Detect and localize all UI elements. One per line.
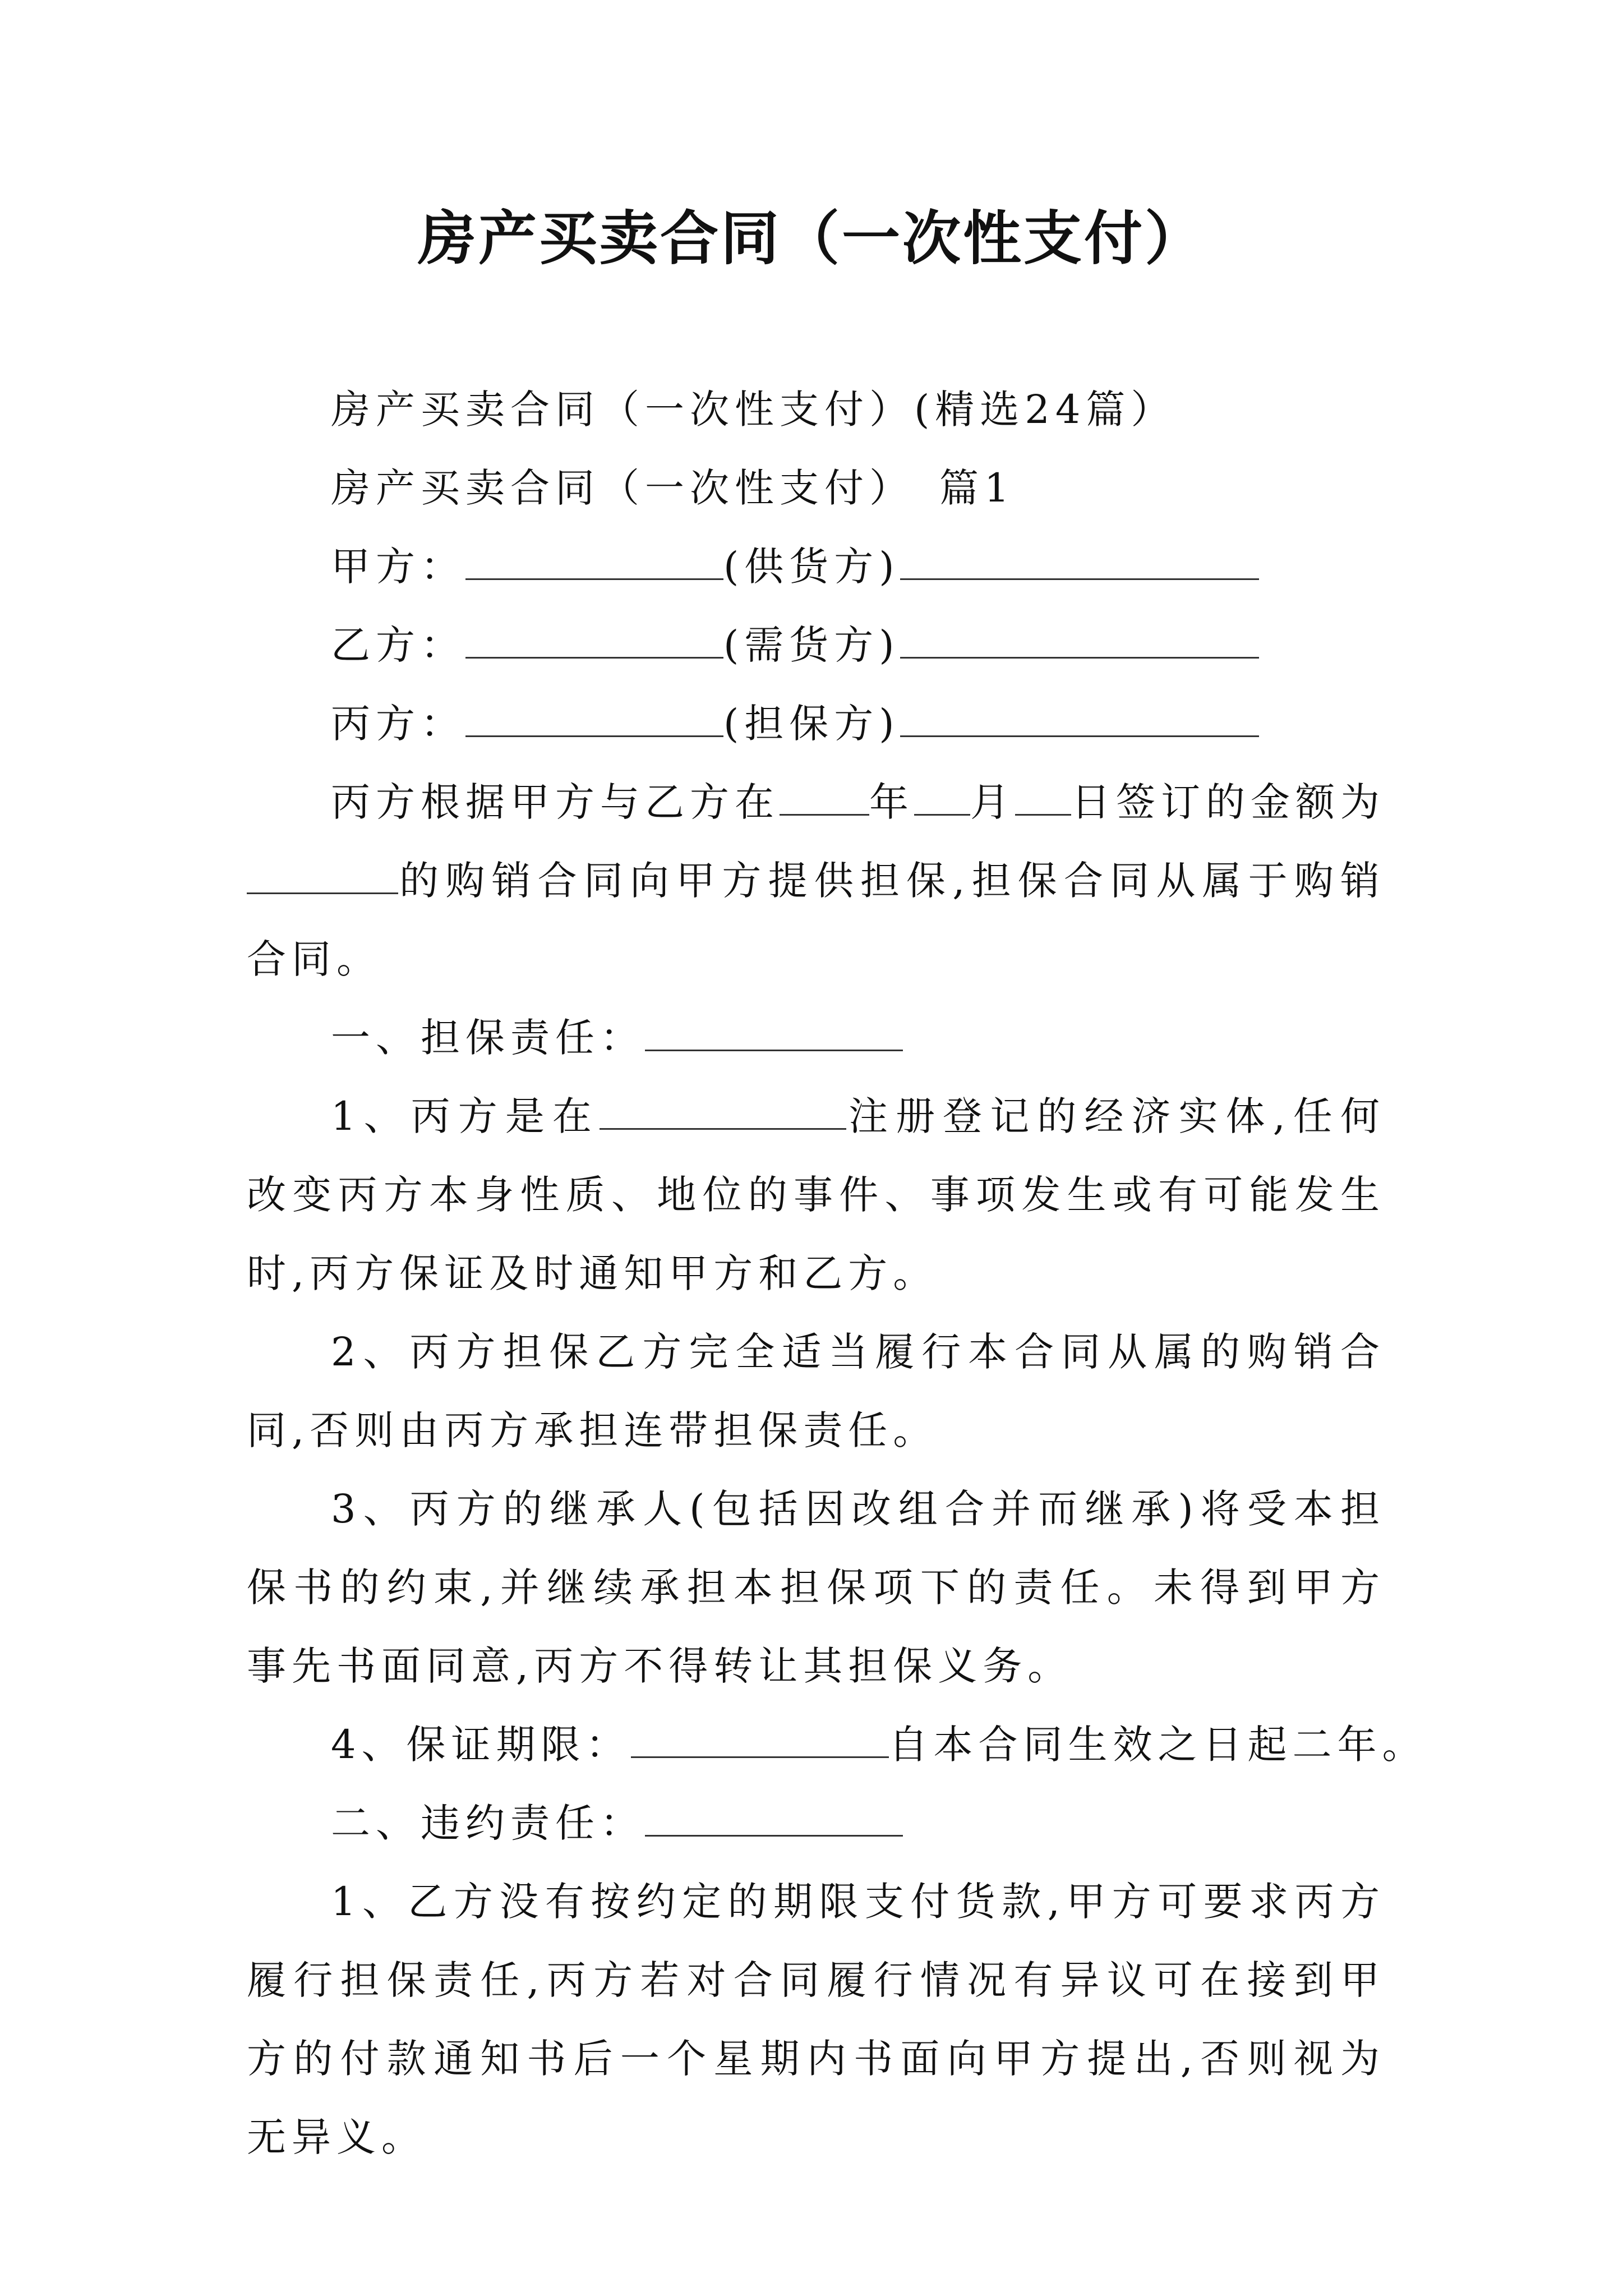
section1-item3-text: 3、丙方的继承人(包括因改组合并而继承)将受本担保书的约束,并继续承担本担保项下的责任。未得到甲方事先书面同意,丙方不得转让其担保义务。 <box>247 1486 1385 1689</box>
intro-paragraph <box>247 763 1385 999</box>
section1-heading-line <box>247 999 1385 1077</box>
party-b-extra-blank <box>900 619 1259 659</box>
party-b-name-blank <box>465 619 723 659</box>
section2-item1-text: 1、乙方没有按约定的期限支付货款,甲方可要求丙方履行担保责任,丙方若对合同履行情况有异议可在接到甲方的付款通知书后一个星期内书面向甲方提出,否则视为无异义。 <box>247 1879 1385 2160</box>
party-c-role: (担保方) <box>723 701 900 747</box>
party-c-extra-blank <box>900 697 1259 737</box>
document-title: 房产买卖合同（一次性支付） <box>417 204 1205 273</box>
section1-heading: 一、担保责任： <box>331 1015 645 1061</box>
subtitle-line <box>247 370 1385 449</box>
month-blank <box>914 776 970 816</box>
intro-text-1: 丙方根据甲方与乙方在 <box>331 779 780 825</box>
section2-item1 <box>247 1862 1385 2177</box>
party-b-role: (需货方) <box>723 622 900 668</box>
section1-item1-text-b: 注册登记的经济实体,任何改变丙方本身性质、地位的事件、事项发生或有可能发生时,丙方保证及时通知甲方和乙方。 <box>247 1093 1385 1296</box>
party-b-label: 乙方： <box>331 622 465 668</box>
day-text: 日签订的金额为 <box>1071 779 1385 825</box>
guarantee-period-blank <box>631 1718 889 1758</box>
section2-heading-line <box>247 1784 1385 1862</box>
section1-item2-text: 2、丙方担保乙方完全适当履行本合同从属的购销合同,否则由丙方承担连带担保责任。 <box>247 1329 1385 1453</box>
section2-heading-blank <box>645 1797 903 1837</box>
party-a-extra-blank <box>900 540 1259 580</box>
intro-text-2: 的购销合同向甲方提供担保,担保合同从属于购销合同。 <box>247 858 1385 982</box>
section1-item1-text-a: 1、丙方是在 <box>331 1093 600 1139</box>
section1-item1 <box>247 1077 1385 1313</box>
section1-item2 <box>247 1313 1385 1470</box>
document-body <box>247 370 1427 2177</box>
section1-item4 <box>247 1705 1427 1784</box>
section1-item4-text-b: 自本合同生效之日起二年。 <box>888 1722 1427 1768</box>
registration-place-blank <box>600 1090 846 1130</box>
party-b-line <box>247 606 1385 684</box>
party-a-name-blank <box>465 540 723 580</box>
section2-heading: 二、违约责任： <box>331 1800 645 1846</box>
section1-heading-blank <box>645 1011 903 1051</box>
year-text: 年 <box>869 779 914 825</box>
party-a-line <box>247 527 1385 606</box>
party-a-role: (供货方) <box>723 544 900 590</box>
amount-blank <box>247 854 398 894</box>
section1-item4-text-a: 4、保证期限： <box>331 1722 631 1768</box>
chapter-line <box>247 449 1385 527</box>
chapter-text: 房产买卖合同（一次性支付） 篇1 <box>331 465 1015 511</box>
section1-item3 <box>247 1470 1385 1705</box>
party-c-line <box>247 684 1385 763</box>
year-blank <box>780 776 869 816</box>
subtitle-text: 房产买卖合同（一次性支付）(精选24篇） <box>331 386 1176 432</box>
party-a-label: 甲方： <box>331 544 465 590</box>
day-blank <box>1015 776 1071 816</box>
month-text: 月 <box>970 779 1015 825</box>
party-c-label: 丙方： <box>331 701 465 747</box>
party-c-name-blank <box>465 697 723 737</box>
